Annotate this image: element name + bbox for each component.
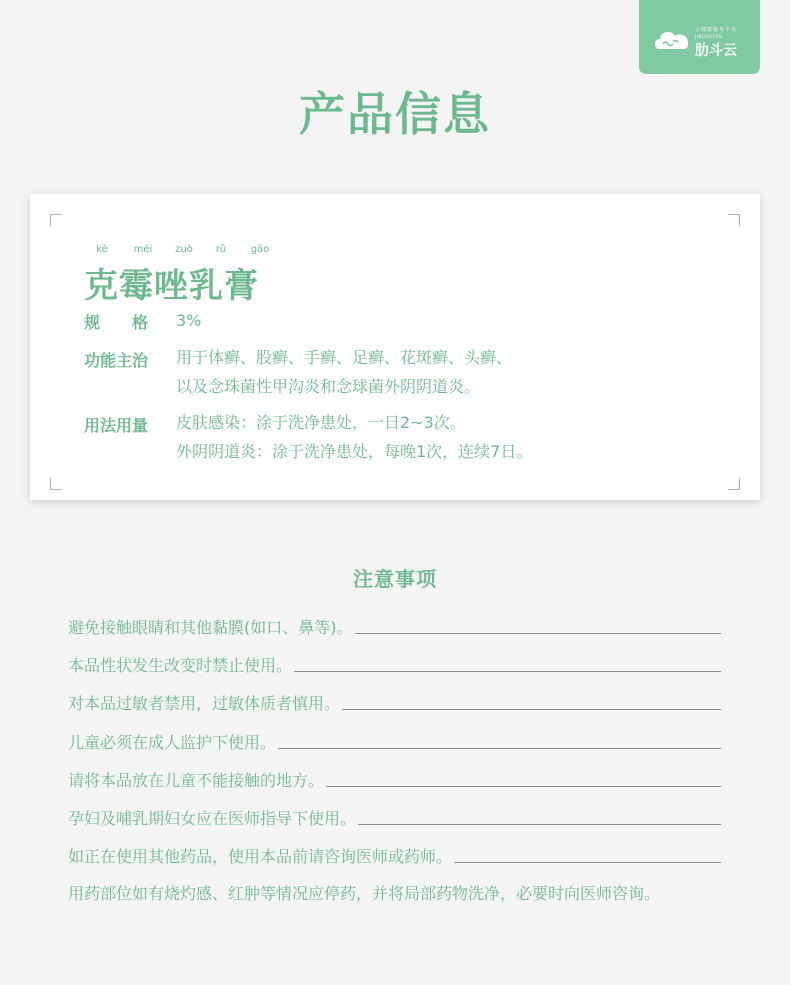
note-text: 孕妇及哺乳期妇女应在医师指导下使用。: [68, 809, 357, 828]
note-text: 用药部位如有烧灼感、红肿等情况应停药，并将局部药物洗净，必要时向医师咨询。: [68, 884, 661, 903]
note-underline: [278, 748, 721, 749]
indication-label: 功能主治: [84, 351, 149, 370]
brand-badge: [639, 0, 760, 74]
brand-subname: JINDOUYUN: [695, 34, 723, 39]
note-item: [68, 843, 721, 867]
usage-label: 用法用量: [84, 416, 149, 435]
corner-mark-bottom-left: [50, 478, 62, 490]
note-item: [68, 652, 721, 676]
brand-tagline: 云健康服务平台: [695, 27, 738, 33]
page-title: 产品信息: [299, 87, 491, 141]
note-underline: [326, 786, 721, 787]
notes-title: 注意事项: [353, 567, 437, 591]
corner-mark-top-right: [728, 214, 740, 226]
note-text: 如正在使用其他药品，使用本品前请咨询医师或药师。: [68, 847, 453, 866]
corner-mark-top-left: [50, 214, 62, 226]
note-underline: [454, 862, 721, 863]
note-text: 请将本品放在儿童不能接触的地方。: [68, 771, 325, 790]
pinyin-syllable: kè: [96, 244, 108, 255]
indication-line: 以及念珠菌性甲沟炎和念球菌外阴阴道炎。: [176, 377, 481, 396]
pinyin-syllable: rǔ: [215, 244, 227, 255]
pinyin-syllable: gāo: [250, 244, 270, 255]
note-item: [68, 805, 721, 829]
note-item: [68, 729, 721, 753]
note-item: [68, 767, 721, 791]
cloud-logo-icon: [654, 27, 690, 55]
product-pinyin: [86, 244, 386, 258]
brand-name: 肋斗云: [695, 43, 737, 59]
note-underline: [342, 709, 721, 710]
note-item: [68, 614, 721, 638]
note-text: 对本品过敏者禁用，过敏体质者慎用。: [68, 694, 341, 713]
corner-mark-bottom-right: [728, 478, 740, 490]
note-underline: [294, 671, 721, 672]
spec-label: 规 格: [84, 313, 149, 332]
pinyin-syllable: zuò: [175, 244, 193, 255]
note-text: 避免接触眼睛和其他黏膜(如口、鼻等)。: [68, 618, 353, 637]
note-text: 本品性状发生改变时禁止使用。: [68, 656, 293, 675]
note-underline: [355, 633, 722, 634]
note-underline: [358, 824, 721, 825]
indication-line: 用于体癣、股癣、手癣、足癣、花斑癣、头癣、: [176, 348, 513, 367]
usage-line: 外阴阴道炎：涂于洗净患处，每晚1次，连续7日。: [176, 442, 533, 461]
note-item: [68, 880, 728, 904]
usage-line: 皮肤感染：涂于洗净患处，一日2~3次。: [176, 413, 466, 432]
product-name: 克霉唑乳膏: [84, 266, 259, 306]
product-info-card: [30, 194, 760, 500]
note-item: [68, 690, 721, 714]
spec-value: 3%: [176, 311, 202, 330]
note-text: 儿童必须在成人监护下使用。: [68, 733, 277, 752]
pinyin-syllable: méi: [133, 244, 153, 255]
